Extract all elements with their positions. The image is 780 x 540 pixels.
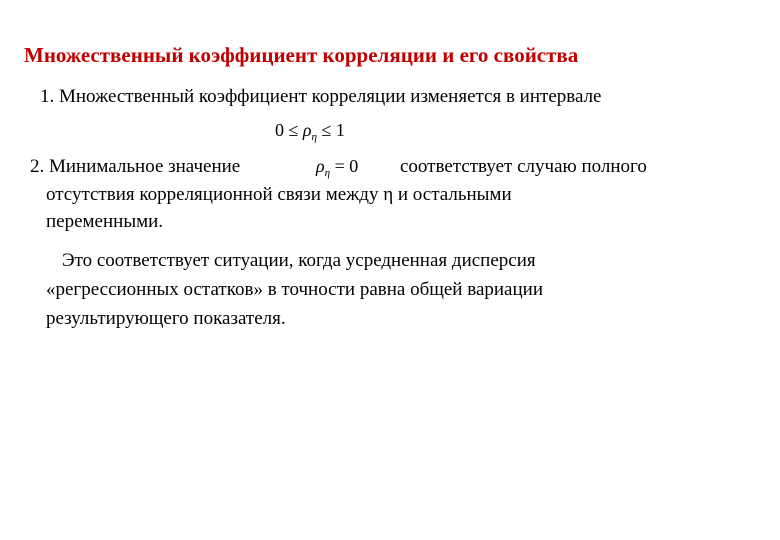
item-2-line-3: переменными. xyxy=(46,211,164,232)
item-2-suffix: соответствует случаю полного xyxy=(400,156,647,177)
paragraph-line-1: Это соответствует ситуации, когда усредненная дисперсия xyxy=(62,250,536,271)
formula-interval-right: ≤ 1 xyxy=(317,120,345,140)
paragraph-line-3: результирующего показателя. xyxy=(46,308,286,329)
item-1-text: 1. Множественный коэффициент корреляции изменяется в интервале xyxy=(40,86,602,107)
formula-zero-subscript: η xyxy=(324,167,331,179)
formula-zero-symbol: ρ xyxy=(316,156,325,176)
formula-interval-subscript: η xyxy=(311,131,317,143)
formula-interval xyxy=(275,120,345,143)
item-2-prefix: 2. Минимальное значение xyxy=(30,156,241,177)
formula-zero-right: = 0 xyxy=(330,156,359,176)
formula-interval-symbol: ρ xyxy=(302,120,312,140)
paragraph-line-2: «регрессионных остатков» в точности равна общей вариации xyxy=(46,279,543,300)
formula-zero xyxy=(316,156,358,179)
slide-title: Множественный коэффициент корреляции и его свойства xyxy=(24,43,579,67)
formula-interval-left: 0 ≤ xyxy=(275,120,303,140)
item-2-line-2: отсутствия корреляционной связи между η и остальными xyxy=(46,184,512,205)
